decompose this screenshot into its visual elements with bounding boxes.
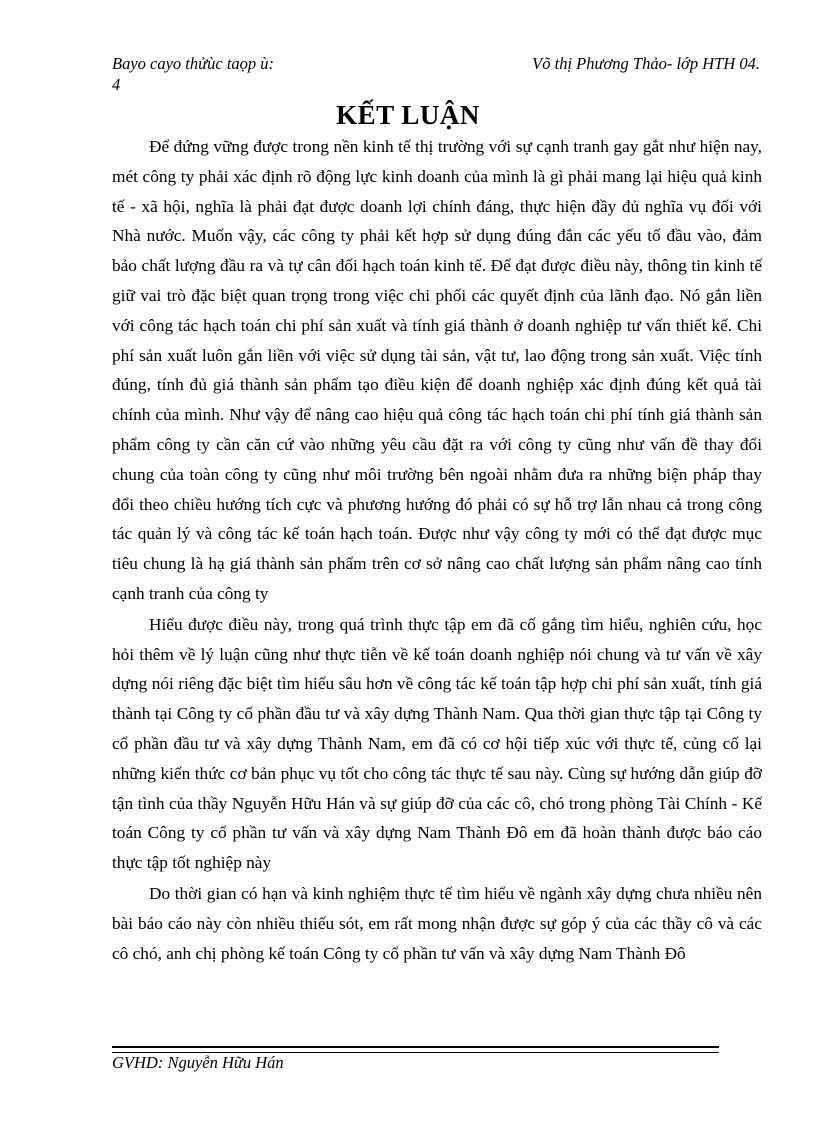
header-continuation: 4 — [112, 75, 121, 94]
paragraph-1: Để đứng vững được trong nền kinh tế thị trường với sự cạnh tranh gay gắt như hiện nay, mét công ty phải xác định rõ động lực kinh doanh của mình là gì phải mang lại hiệu quả kinh tế - xã hội, nghĩa là phải đạt được doanh lợi chính đáng, thực hiện đầy đủ nghĩa vụ đối với Nhà nước. Muốn vậy, các công ty phải kết hợp sử dụng đúng đắn các yếu tố đầu vào, đảm bảo chất lượng đầu ra và tự cân đối hạch toán kinh tế. Để đạt được điều này, thông tin kinh tế giữ vai trò đặc biệt quan trọng trong việc chi phối các quyết định của lãnh đạo. Nó gắn liền với công tác hạch toán chi phí sản xuất và tính giá thành ở doanh nghiệp tư vấn thiết kế. Chi phí sản xuất luôn gắn liền với việc sử dụng tài sản, vật tư, lao động trong sản xuất. Việc tính đúng, tính đủ giá thành sản phẩm tạo điều kiện để doanh nghiệp xác định đúng kết quả tài chính của mình. Như vậy để nâng cao hiệu quả công tác hạch toán chi phí tính giá thành sản phẩm công ty cần căn cứ vào những yêu cầu đặt ra với công ty cũng như vấn đề thay đổi chung của toàn công ty cũng như môi trường bên ngoài nhằm đưa ra những biện pháp thay đổi theo chiều hướng tích cực và phương hướng đó phải có sự hỗ trợ lẫn nhau cả trong công tác quản lý và công tác kế toán hạch toán. Được như vậy công ty mới có thể đạt được mục tiêu chung là hạ giá thành sản phẩm trên cơ sở nâng cao chất lượng sản phẩm nâng cao tính cạnh tranh của công ty — [112, 137, 762, 603]
footer-supervisor: GVHD: Nguyễn Hữu Hán — [112, 1053, 284, 1072]
header-report-label: Bayo cayo thửùc taọp ù: — [112, 54, 275, 73]
paragraph-2: Hiểu được điều này, trong quá trình thực tập em đã cố gắng tìm hiểu, nghiên cứu, học hỏi thêm về lý luận cũng như thực tiễn về kế toán doanh nghiệp nói chung và tư vấn về xây dựng nói riêng đặc biệt tìm hiểu sâu hơn về công tác kế toán tập hợp chi phí sản xuất, tính giá thành tại Công ty cổ phần đầu tư và xây dựng Thành Nam. Qua thời gian thực tập tại Công ty cổ phần đầu tư và xây dựng Thành Nam, em đã có cơ hội tiếp xúc với thực tế, củng cố lại những kiến thức cơ bản phục vụ tốt cho công tác thực tế sau này. Cùng sự hướng dẫn giúp đỡ tận tình của thầy Nguyễn Hữu Hán và sự giúp đỡ của các cô, chó trong phòng Tài Chính - Kế toán Công ty cổ phần tư vấn và xây dựng Nam Thành Đô em đã hoàn thành được báo cáo thực tập tốt nghiệp này — [112, 614, 762, 873]
paragraph-3: Do thời gian có hạn và kinh nghiệm thực tế tìm hiểu về ngành xây dựng chưa nhiều nên bài báo cáo này còn nhiều thiếu sót, em rất mong nhận được sự góp ý của các thầy cô và các cô chó, anh chị phòng kế toán Công ty cổ phần tư vấn và xây dựng Nam Thành Đô — [112, 883, 762, 963]
header-author: Võ thị Phương Thảo- lớp HTH 04. — [532, 54, 760, 73]
header-row — [112, 52, 760, 76]
body-text — [112, 132, 762, 969]
page-header — [112, 52, 760, 94]
page-title: KẾT LUẬN — [336, 100, 480, 130]
